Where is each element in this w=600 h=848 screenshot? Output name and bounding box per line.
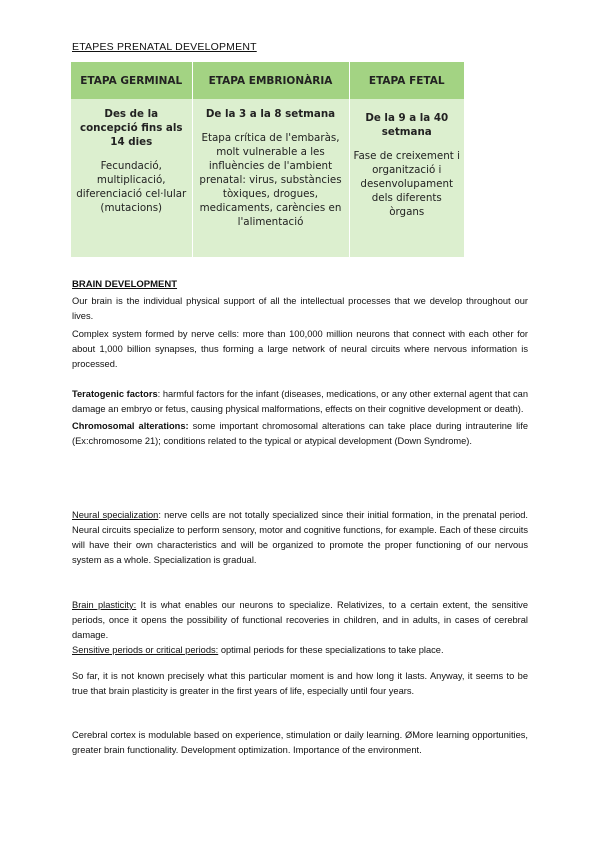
embrionaria-period: De la 3 a la 8 setmana [205,108,336,120]
sensitive-text: optimal periods for these specializations to take place. [218,645,444,655]
germinal-description: Fecundació, multiplicació, diferenciació cel·lular (mutacions) [76,160,187,214]
sofar-block [72,669,528,699]
table-row [71,99,464,257]
header-embrionaria: ETAPA EMBRIONÀRIA [192,62,349,99]
plasticity-text: It is what enables our neurons to specialize. Relativizes, to a certain extent, the sensitive periods, once it opens the possibility of functional recoveries in children, and in adults, in cases of cerebral damage. [72,600,528,640]
cell-fetal [349,99,464,257]
prenatal-stages-table [71,62,464,257]
factors-block [72,387,528,449]
cell-germinal [71,99,192,257]
document-title: ETAPES PRENATAL DEVELOPMENT [72,41,257,53]
cell-embrionaria [192,99,349,257]
paragraph-so-far: So far, it is not known precisely what this particular moment is and how long it lasts. Anyway, it seems to be true that brain plasticity is greater in the first years of life, especially until four years. [72,671,528,696]
fetal-description: Fase de creixement i organització i desenvolupament dels diferents òrgans [353,150,460,218]
header-fetal: ETAPA FETAL [349,62,464,99]
paragraph-teratogenic [72,387,528,417]
cortex-block [72,728,528,758]
chromosomal-term: Chromosomal alterations: [72,421,189,431]
sensitive-term: Sensitive periods or critical periods: [72,645,219,655]
germinal-period: Des de la concepció fins als 14 dies [79,108,183,148]
brain-development-title: BRAIN DEVELOPMENT [72,279,178,290]
neural-term: Neural specialization [72,510,159,520]
header-germinal: ETAPA GERMINAL [71,62,192,99]
plasticity-block [72,598,528,658]
fetal-period: De la 9 a la 40 setmana [365,112,449,138]
teratogenic-term: Teratogenic factors [72,389,158,399]
paragraph-neural-specialization [72,508,528,568]
table-header-row [71,62,464,99]
paragraph-sensitive-periods [72,643,528,658]
neural-block [72,508,528,568]
paragraph-plasticity [72,598,528,643]
embrionaria-description: Etapa crítica de l'embaràs, molt vulnerable a les influències de l'ambient prenatal: virus, substàncies tòxiques, drogues, medicaments, carències en l'alimentació [199,132,342,228]
paragraph-brain-support: Our brain is the individual physical support of all the intellectual processes that we develop throughout our lives. [72,296,528,321]
paragraph-complex-system: Complex system formed by nerve cells: more than 100,000 million neurons that connect with each other for about 1,000 billion synapses, thus forming a large network of neural circuits where nervous information is processed. [72,329,528,369]
plasticity-term: Brain plasticity: [72,600,137,610]
paragraph-cerebral-cortex: Cerebral cortex is modulable based on experience, stimulation or daily learning. ØMore learning opportunities, greater brain functionality. Development optimization. Importance of the environment. [72,730,528,755]
brain-intro-block [72,294,528,372]
paragraph-chromosomal [72,419,528,449]
teratogenic-text: : harmful factors for the infant (diseases, medications, or any other external agent that can damage an embryo or fetus, causing physical malformations, effects on their cognitive development or death). [72,389,528,414]
neural-text: : nerve cells are not totally specialized since their initial formation, in the prenatal period. Neural circuits specialize to perform sensory, motor and cognitive functions, for example. Each of these circuits will have their own characteristics and will be organized to promote the proper functioning of our nervous system as a whole. Specialization is gradual. [72,510,528,565]
chromosomal-text: some important chromosomal alterations can take place during intrauterine life (Ex:chromosome 21); conditions related to the typical or atypical development (Down Syndrome). [72,421,528,446]
